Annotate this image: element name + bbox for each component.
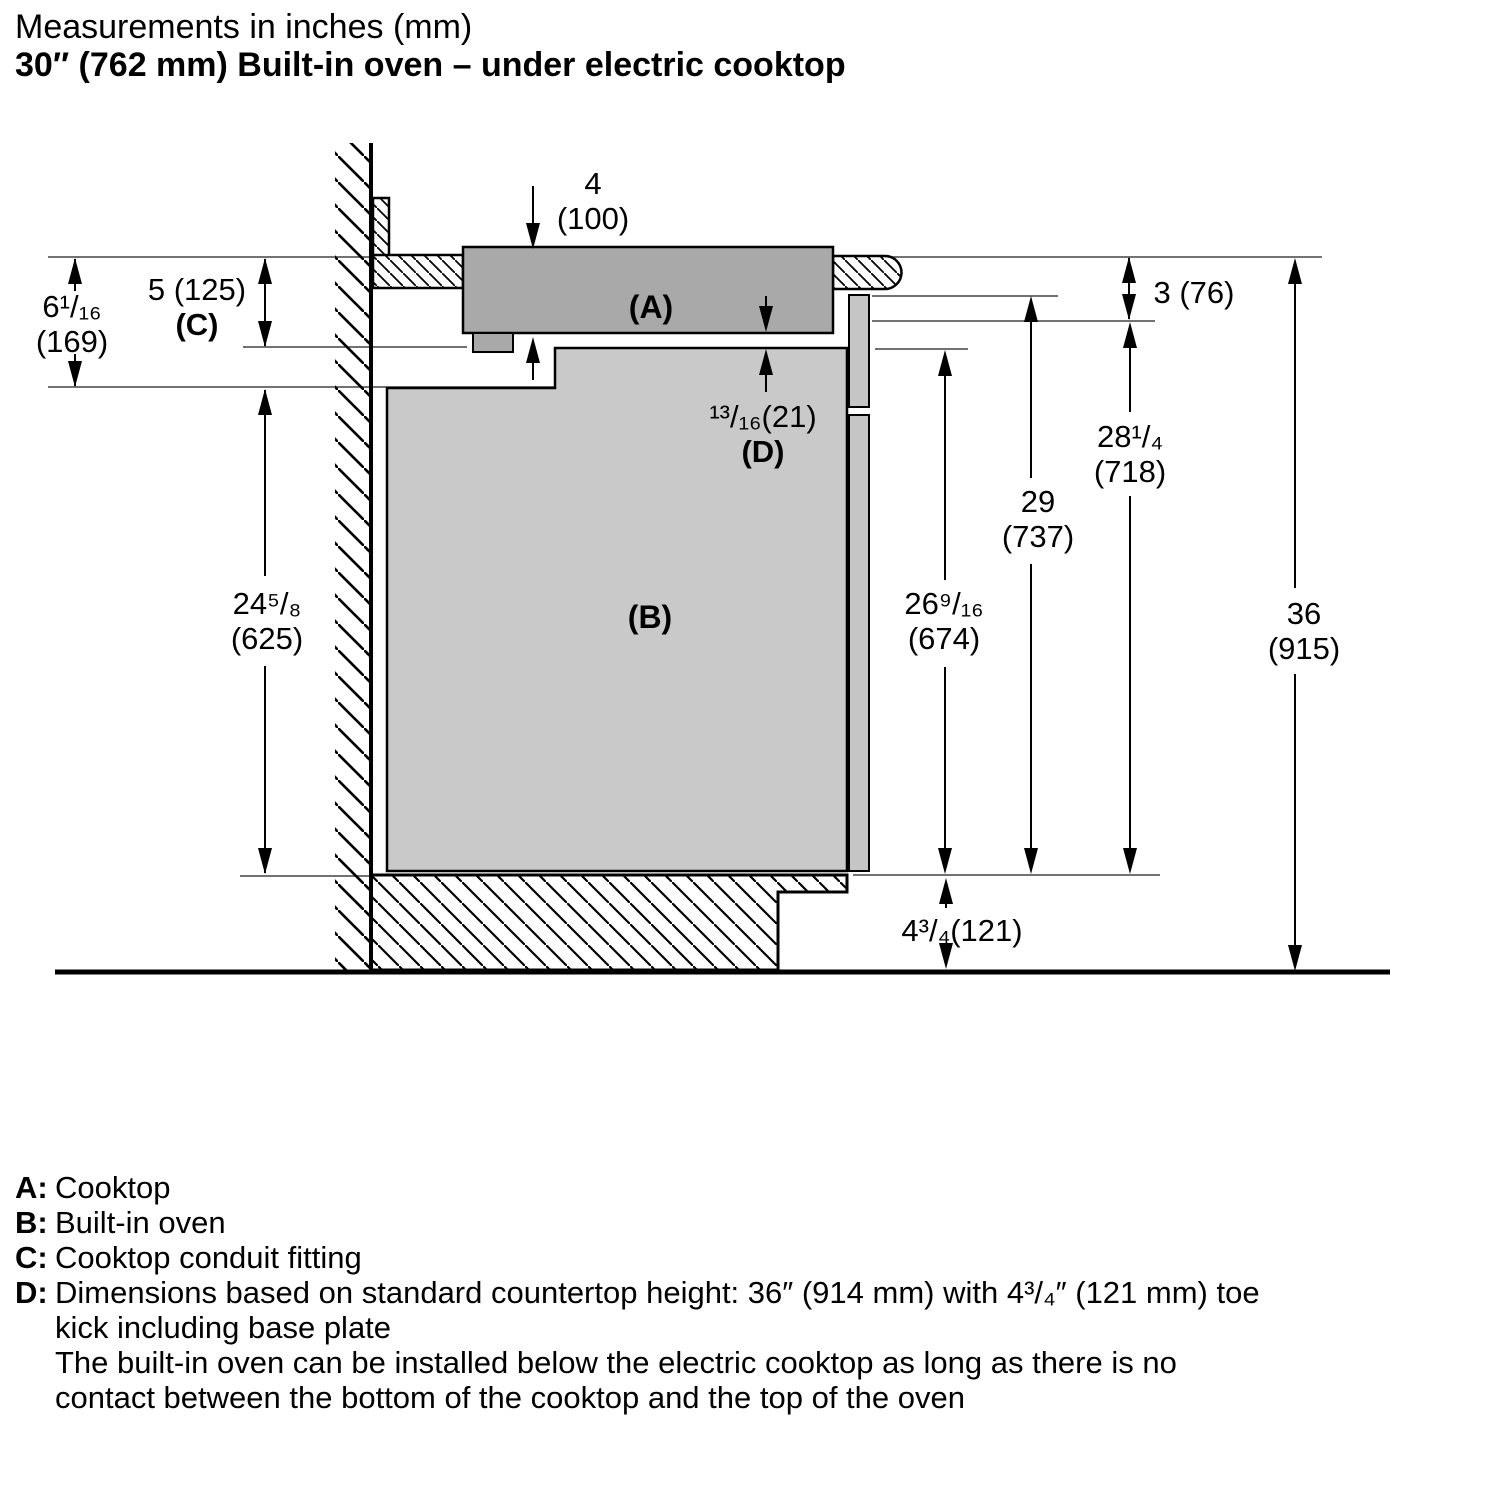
- label-total-height: 36 (915): [1267, 596, 1341, 666]
- legend-text-a: Cooktop: [55, 1170, 171, 1205]
- dim-29: [1024, 296, 1038, 874]
- legend-text-d: Dimensions based on standard countertop height: 36″ (914 mm) with 4³/₄″ (121 mm) toe: [55, 1275, 1260, 1310]
- legend-item-c: [15, 1240, 1485, 1275]
- label-gap: ¹³/₁₆(21) (D): [709, 399, 817, 469]
- label-cooktop-depth: 4 (100): [556, 166, 630, 236]
- legend: [15, 1170, 1485, 1415]
- legend-d-line3: The built-in oven can be installed below the electric cooktop as long as there is no: [55, 1345, 1177, 1380]
- dim-28-1-4: [1123, 322, 1137, 874]
- countertop: [373, 255, 463, 288]
- trim-strip-upper: [849, 295, 869, 407]
- legend-text-b: Built-in oven: [55, 1205, 226, 1240]
- label-oven-height: 24⁵/₈ (625): [230, 586, 304, 656]
- backsplash: [373, 198, 389, 257]
- legend-key-d: D:: [15, 1275, 48, 1310]
- label-part-a: (A): [628, 289, 674, 325]
- label-toe-kick: 4³/₄(121): [901, 913, 1023, 948]
- legend-item-a: [15, 1170, 1485, 1205]
- legend-d-line2: kick including base plate: [55, 1310, 392, 1345]
- toe-kick-base: [371, 875, 847, 970]
- conduit-fitting: [473, 333, 513, 352]
- legend-key-b: B:: [15, 1205, 48, 1240]
- wall-hatch: [335, 143, 371, 972]
- countertop-front-edge: [833, 256, 902, 289]
- legend-key-a: A:: [15, 1170, 48, 1205]
- legend-text-c: Cooktop conduit fitting: [55, 1240, 362, 1275]
- label-niche-height: 26⁹/₁₆ (674): [904, 586, 984, 656]
- legend-item-d: [15, 1275, 1485, 1310]
- page-title: 30″ (762 mm) Built-in oven – under electric cooktop: [15, 46, 846, 84]
- label-under-counter: 29 (737): [1001, 484, 1075, 554]
- label-counter-to-base: 28¹/₄ (718): [1093, 419, 1167, 489]
- measurement-note: Measurements in inches (mm): [15, 8, 473, 46]
- legend-key-c: C:: [15, 1240, 48, 1275]
- legend-d-line4: contact between the bottom of the cooktop and the top of the oven: [55, 1380, 965, 1415]
- label-conduit-height: 5 (125) (C): [147, 272, 247, 342]
- label-counter-thickness: 3 (76): [1153, 275, 1235, 310]
- legend-item-b: [15, 1205, 1485, 1240]
- label-part-b: (B): [627, 599, 673, 635]
- label-clearance: 6¹/₁₆ (169): [35, 289, 109, 359]
